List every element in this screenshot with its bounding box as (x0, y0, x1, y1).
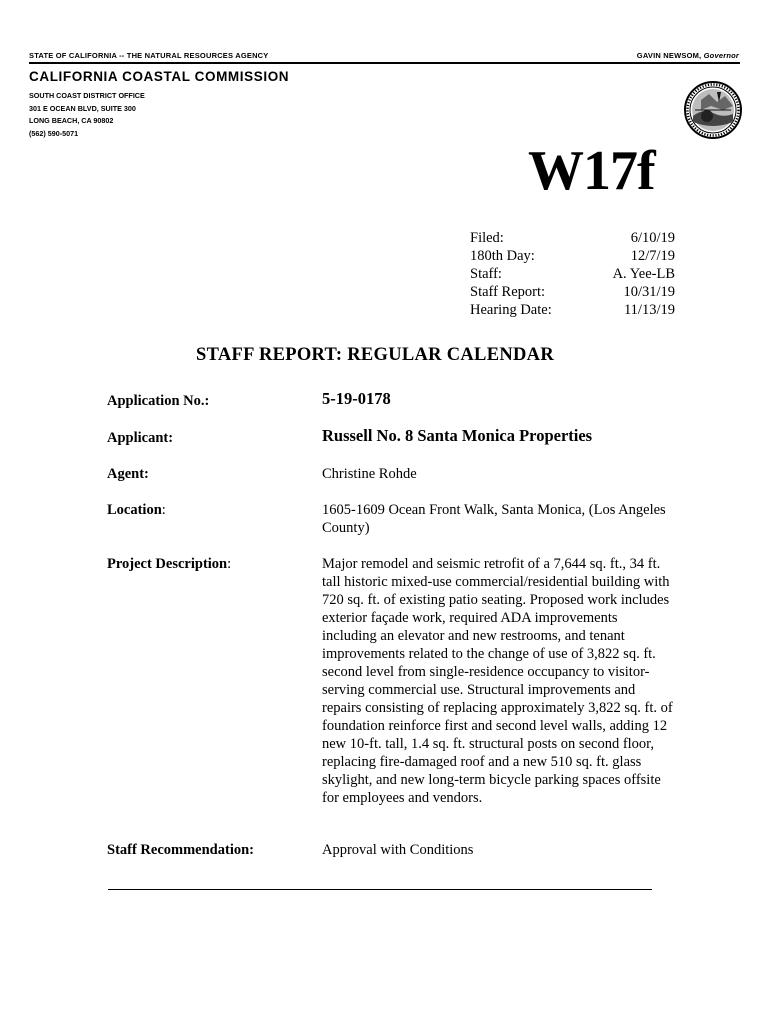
filing-label: Filed: (470, 230, 504, 246)
agency-header (29, 51, 739, 60)
location-label-row: Location: (107, 502, 166, 518)
application-label: Application No.: (107, 393, 210, 409)
filing-row (470, 229, 675, 247)
filing-value: A. Yee-LB (612, 266, 675, 282)
filing-row (470, 265, 675, 283)
description-label: Project Description (107, 556, 228, 572)
filing-row (470, 247, 675, 265)
filing-label: 180th Day: (470, 248, 535, 264)
header-divider (29, 62, 740, 64)
office-line: LONG BEACH, CA 90802 (29, 116, 114, 125)
filing-info (470, 229, 675, 319)
state-seal-icon (683, 80, 743, 140)
recommendation-label: Staff Recommendation: (107, 842, 254, 858)
filing-value: 11/13/19 (623, 302, 675, 318)
filing-label: Staff Report: (470, 284, 546, 300)
applicant-name: Russell No. 8 Santa Monica Properties (322, 426, 593, 445)
filing-value: 12/7/19 (630, 248, 675, 264)
filing-row (470, 301, 675, 319)
footer-divider (108, 889, 652, 890)
recommendation-value: Approval with Conditions (322, 842, 474, 858)
filing-label: Hearing Date: (470, 302, 552, 318)
filing-label: Staff: (470, 266, 502, 282)
project-description: Major remodel and seismic retrofit of a 7,644 sq. ft., 34 ft. tall historic mixed-use commercial/residential building with 720 sq. ft. of existing patio seating. Proposed work includes exterior façade work, required ADA improvements including an elevator and new restrooms, and tenant improvements related to the change of use of 3,822 sq. ft. second level from single-residence occupancy to visitor-serving commercial use. Structural improvements and repairs consisting of replacing approximately 3,822 sq. ft. of foundation reinforce first and second level walls, adding 12 new 10-ft. tall, 1.4 sq. ft. structural posts on second floor, replacing fire-damaged roof and a new 510 sq. ft. glass skylight, and new long-term bicycle parking spaces offsite for employees and vendors. (322, 556, 673, 806)
office-address (29, 90, 145, 140)
agent-label: Agent: (107, 466, 149, 482)
commission-name: CALIFORNIA COASTAL COMMISSION (29, 69, 290, 84)
location-value: 1605-1609 Ocean Front Walk, Santa Monica, (Los Angeles County) (322, 502, 666, 536)
agenda-item-number: W17f (528, 140, 655, 202)
agent-name: Christine Rohde (322, 466, 417, 482)
filing-value: 10/31/19 (623, 284, 675, 300)
application-number: 5-19-0178 (322, 389, 391, 408)
office-line: (562) 590-5071 (29, 128, 79, 138)
filing-value: 6/10/19 (630, 230, 675, 246)
report-title: STAFF REPORT: REGULAR CALENDAR (196, 345, 554, 365)
governor-title: Governor (703, 51, 739, 60)
filing-row (470, 283, 675, 301)
office-line: SOUTH COAST DISTRICT OFFICE (29, 91, 145, 100)
office-line: 301 E OCEAN BLVD, SUITE 300 (29, 103, 136, 113)
governor-line (637, 51, 739, 60)
agency-name: STATE OF CALIFORNIA -- THE NATURAL RESOURCES AGENCY (29, 51, 269, 60)
location-label: Location (107, 502, 162, 518)
governor-name: GAVIN NEWSOM, (636, 51, 702, 60)
applicant-label: Applicant: (107, 430, 174, 446)
description-label-row: Project Description: (107, 556, 232, 572)
